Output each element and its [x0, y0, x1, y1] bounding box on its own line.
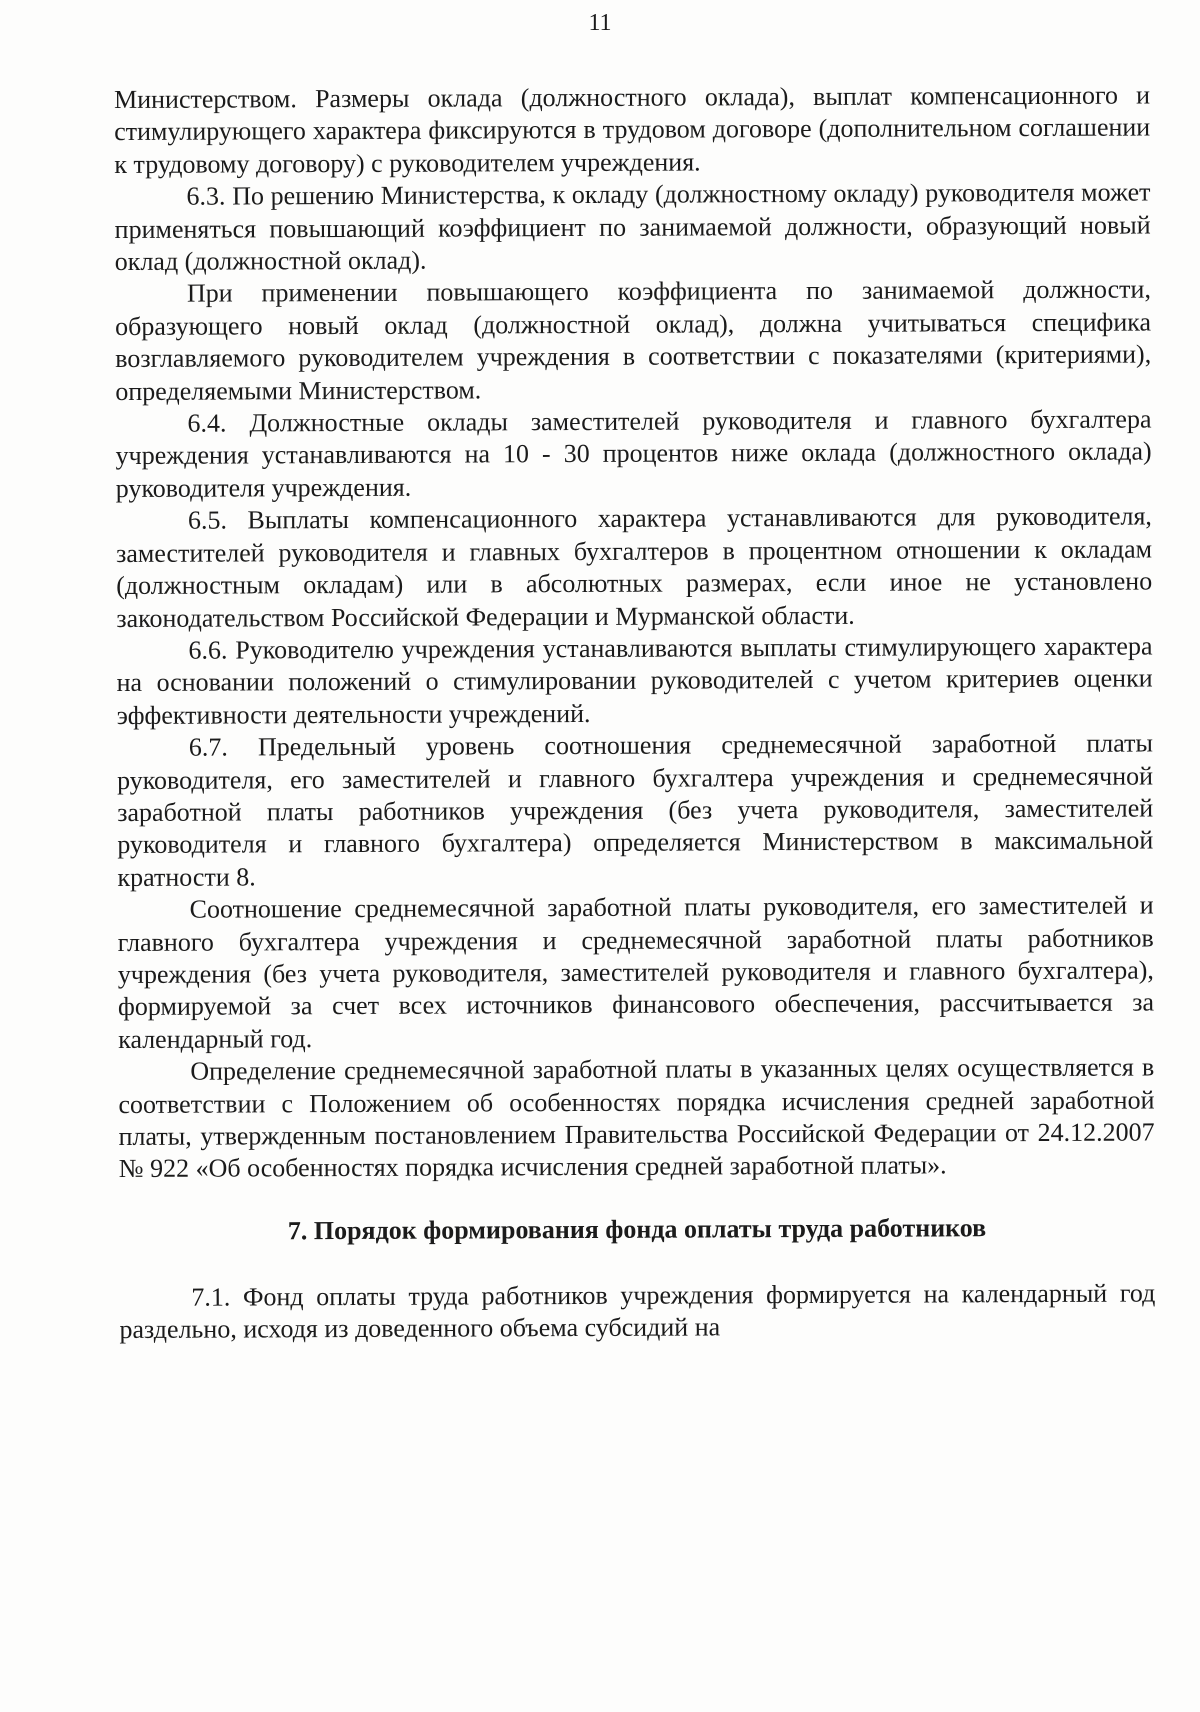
paragraph-6-3: 6.3. По решению Министерства, к окладу (должностному окладу) руководителя может применяться повышающий коэффициент по занимаемой должности, образующий новый оклад (должностной оклад). — [114, 177, 1151, 277]
paragraph-6-4: 6.4. Должностные оклады заместителей руководителя и главного бухгалтера учреждения устанавливаются на 10 - 30 процентов ниже оклада (должностного оклада) руководителя учреждения. — [115, 404, 1152, 503]
paragraph-6-7-definition: Определение среднемесячной заработной платы в указанных целях осуществляется в соответствии с Положением об особенностях порядка исчисления средней заработной платы, утвержденным постановлением Правительства Российской Федерации от 24.12.2007 № 922 «Об особенностях порядка исчисления средней заработной платы». — [118, 1052, 1155, 1184]
paragraph-6-6: 6.6. Руководителю учреждения устанавливаются выплаты стимулирующего характера на основании положений о стимулировании руководителей с учетом критериев оценки эффективности деятельности учреждений. — [116, 631, 1153, 730]
paragraph-6-3-coefficient: При применении повышающего коэффициента по занимаемой должности, образующего новый оклад (должностной оклад), должна учитываться специфика возглавляемого руководителем учреждения в соответствии с показателями (критериями), определяемыми Министерством. — [114, 274, 1152, 406]
paragraph-6-7-ratio: Соотношение среднемесячной заработной платы руководителя, его заместителей и главного бухгалтера учреждения и среднемесячной заработной платы работников учреждения (без учета руководителя, заместителей руководителя и главного бухгалтера), формируемой за счет всех источников финансового обеспечения, рассчитывается за календарный год. — [117, 890, 1155, 1054]
section-heading-7: 7. Порядок формирования фонда оплаты труда работников — [287, 1213, 987, 1246]
paragraph-6-5: 6.5. Выплаты компенсационного характера устанавливаются для руководителя, заместителей руководителя и главных бухгалтеров в процентном отношении к окладам (должностным окладам) или в абсолютных размерах, если иное не установлено законодательством Российской Федерации и Мурманской области. — [115, 501, 1153, 633]
paragraph-7-1: 7.1. Фонд оплаты труда работников учреждения формируется на календарный год раздельно, исходя из доведенного объема субсидий на — [119, 1278, 1156, 1345]
page-number: 11 — [588, 10, 612, 36]
document-body — [114, 79, 1155, 1346]
paragraph-6-7: 6.7. Предельный уровень соотношения среднемесячной заработной платы руководителя, его заместителей и главного бухгалтера учреждения и среднемесячной заработной платы работников учреждения (без учета руководителя, заместителей руководителя и главного бухгалтера) определяется Министерством в максимальной кратности 8. — [116, 728, 1154, 892]
paragraph-continuation: Министерством. Размеры оклада (должностного оклада), выплат компенсационного и стимулирующего характера фиксируются в трудовом договоре (дополнительном соглашении к трудовому договору) с руководителем учреждения. — [114, 80, 1151, 179]
